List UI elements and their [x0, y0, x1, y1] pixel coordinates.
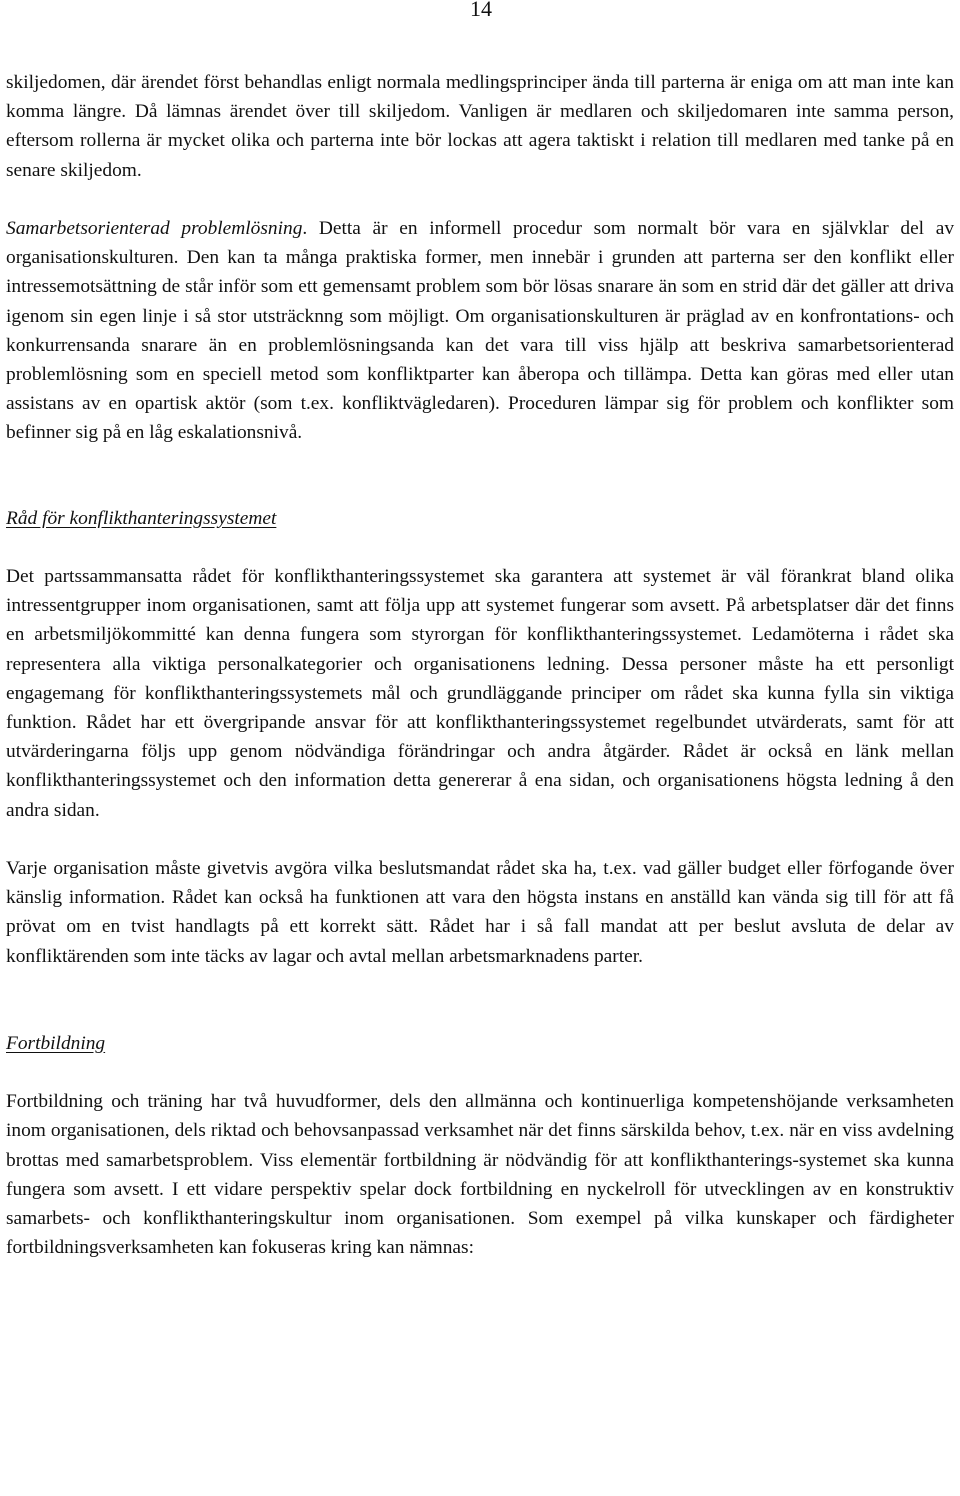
paragraph-lead-term: Samarbetsorienterad problemlösning	[6, 218, 303, 239]
document-body	[6, 68, 954, 1262]
section-spacer	[6, 448, 954, 504]
paragraph-samarbetsorienterad	[6, 214, 954, 448]
section-spacer	[6, 971, 954, 1029]
heading-spacer	[6, 533, 954, 562]
heading-spacer	[6, 1058, 954, 1087]
page-number: 14	[470, 0, 492, 21]
paragraph-rad-description: Det partssammansatta rådet för konflikthanteringssystemet ska garantera att systemet är väl förankrat bland olika intressentgrupper inom organisationen, samt att följa upp att systemet fungerar som avsett. På arbetsplatser där det finns en arbetsmiljökommitté kan denna fungera som styrorgan för konflikthanteringssystemet. Ledamöterna i rådet ska representera alla viktiga personalkategorier och organisationens ledning. Dessa personer måste ha ett personligt engagemang för konflikthanteringssystemets mål och grundläggande principer om rådet ska kunna fylla sin viktiga funktion. Rådet har ett övergripande ansvar för att konflikthanteringssystemet regelbundet utvärderats, samt för att utvärderingarna följs upp genom nödvändiga förändringar och andra åtgärder. Rådet är också en länk mellan konflikthanteringssystemet och den information detta genererar å ena sidan, och organisationens högsta ledning å den andra sidan.	[6, 566, 954, 821]
section-heading-rad: Råd för konflikthanteringssystemet	[6, 507, 277, 529]
paragraph-spacer	[6, 825, 954, 854]
paragraph-beslutsmandat: Varje organisation måste givetvis avgöra vilka beslutsmandat rådet ska ha, t.ex. vad gäller budget eller förfogande över känslig information. Rådet kan också ha funktionen att vara den högsta instans en anställd kan vända sig till för att få prövat om en tvist handlagts på ett korrekt sätt. Rådet har i så fall mandat att per beslut avsluta de delar av konfliktärenden som inte täcks av lagar och avtal mellan arbetsmarknadens parter.	[6, 858, 954, 967]
paragraph-spacer	[6, 185, 954, 214]
paragraph-body-text: . Detta är en informell procedur som normalt bör vara en självklar del av organisationskulturen. Den kan ta många praktiska former, men innebär i grunden att parterna ser den konflikt eller intressemotsättning de står inför som ett gemensamt problem som bör lösas snarare än som en strid där det gäller att driva igenom sin egen linje i så stor utsträcknng som möjligt. Om organisationskulturen är präglad av en konfrontations- och konkurrensanda snarare än en problemlösningsanda kan det vara till viss hjälp att beskriva samarbetsorienterad problemlösning som en speciell metod som konfliktparter kan åberopa och tillämpa. Detta kan göras med eller utan assistans av en opartisk aktör (som t.ex. konfliktvägledaren). Proceduren lämpar sig för problem och konflikter som befinner sig på en låg eskalationsnivå.	[6, 218, 955, 444]
paragraph-fortbildning: Fortbildning och träning har två huvudformer, dels den allmänna och kontinuerliga kompetenshöjande verksamheten inom organisationen, dels riktad och behovsanpassad verksamhet när det finns särskilda behov, t.ex. när en viss avdelning brottas med samarbetsproblem. Viss elementär fortbildning är nödvändig för att konflikthanterings-systemet ska kunna fungera som avsett. I ett vidare perspektiv spelar dock fortbildning en nyckelroll för utvecklingen av en konstruktiv samarbets- och konflikthanteringskultur inom organisationen. Som exempel på vilka kunskaper och färdigheter fortbildningsverksamheten kan fokuseras kring kan nämnas:	[6, 1091, 954, 1259]
paragraph-skiljedom: skiljedomen, där ärendet först behandlas enligt normala medlingsprinciper ända till parterna är eniga om att man inte kan komma längre. Då lämnas ärendet över till skiljedom. Vanligen är medlaren och skiljedomaren inte samma person, eftersom rollerna är mycket olika och parterna inte bör lockas att agera taktiskt i relation till medlaren med tanke på en senare skiljedom.	[6, 72, 954, 181]
section-heading-fortbildning: Fortbildning	[6, 1032, 106, 1054]
